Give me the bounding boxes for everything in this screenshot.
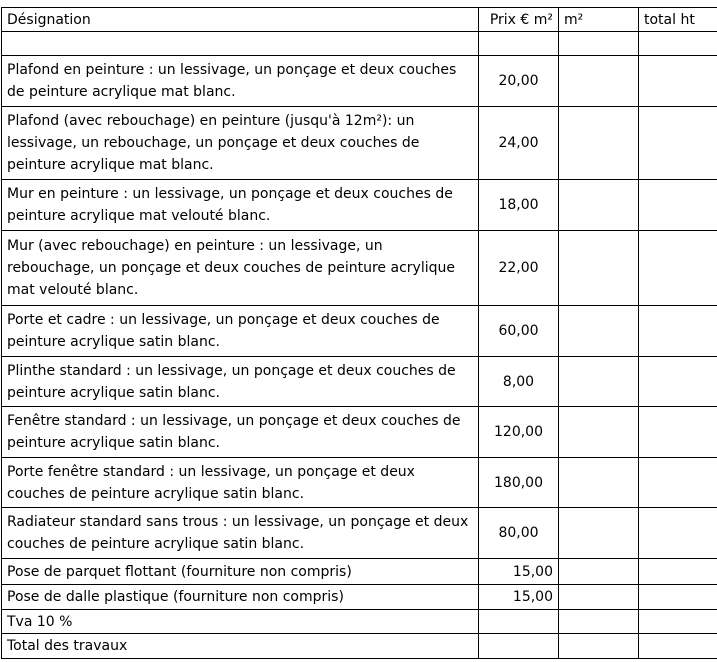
- row-designation: Radiateur standard sans trous : un lessivage, un ponçage et deux couches de peinture acrylique satin blanc.: [2, 508, 479, 559]
- grand-total-row: [2, 634, 717, 659]
- table-row: [2, 585, 717, 610]
- row-price: 15,00: [479, 585, 559, 610]
- table-row: [2, 306, 717, 357]
- row-total-cell: [639, 508, 717, 559]
- table-row: [2, 559, 717, 585]
- row-m2-cell: [559, 180, 639, 231]
- row-price: 80,00: [479, 508, 559, 559]
- row-m2-cell: [559, 458, 639, 508]
- row-price: 15,00: [479, 559, 559, 585]
- grand-total-value-cell: [639, 634, 717, 659]
- blank-cell: [559, 32, 639, 56]
- table-row: [2, 56, 717, 107]
- row-designation: Porte et cadre : un lessivage, un ponçage et deux couches de peinture acrylique satin blanc.: [2, 306, 479, 357]
- header-price: Prix € m²: [479, 8, 559, 32]
- table-row: [2, 107, 717, 180]
- tva-price-cell: [479, 610, 559, 634]
- header-designation: Désignation: [2, 8, 479, 32]
- quote-table: [1, 7, 717, 659]
- row-m2-cell: [559, 231, 639, 306]
- row-designation: Pose de dalle plastique (fourniture non compris): [2, 585, 479, 610]
- tva-row: [2, 610, 717, 634]
- row-m2-cell: [559, 357, 639, 407]
- row-designation: Plafond en peinture : un lessivage, un ponçage et deux couches de peinture acrylique mat blanc.: [2, 56, 479, 107]
- table-row: [2, 508, 717, 559]
- row-m2-cell: [559, 107, 639, 180]
- header-row: [2, 8, 717, 32]
- row-price: 8,00: [479, 357, 559, 407]
- table-row: [2, 180, 717, 231]
- table-row: [2, 458, 717, 508]
- row-price: 20,00: [479, 56, 559, 107]
- row-designation: Porte fenêtre standard : un lessivage, un ponçage et deux couches de peinture acrylique satin blanc.: [2, 458, 479, 508]
- row-price: 24,00: [479, 107, 559, 180]
- row-total-cell: [639, 585, 717, 610]
- grand-total-m2-cell: [559, 634, 639, 659]
- row-m2-cell: [559, 306, 639, 357]
- row-price: 18,00: [479, 180, 559, 231]
- header-total: total ht: [639, 8, 717, 32]
- grand-total-price-cell: [479, 634, 559, 659]
- table-row: [2, 407, 717, 458]
- row-designation: Plafond (avec rebouchage) en peinture (jusqu'à 12m²): un lessivage, un rebouchage, un ponçage et deux couches de peinture acrylique mat blanc.: [2, 107, 479, 180]
- row-m2-cell: [559, 559, 639, 585]
- tva-total-cell: [639, 610, 717, 634]
- tva-label: Tva 10 %: [2, 610, 479, 634]
- row-designation: Mur en peinture : un lessivage, un ponçage et deux couches de peinture acrylique mat velouté blanc.: [2, 180, 479, 231]
- row-designation: Plinthe standard : un lessivage, un ponçage et deux couches de peinture acrylique satin blanc.: [2, 357, 479, 407]
- row-designation: Fenêtre standard : un lessivage, un ponçage et deux couches de peinture acrylique satin blanc.: [2, 407, 479, 458]
- grand-total-label: Total des travaux: [2, 634, 479, 659]
- row-total-cell: [639, 407, 717, 458]
- row-total-cell: [639, 231, 717, 306]
- table-row: [2, 357, 717, 407]
- row-price: 180,00: [479, 458, 559, 508]
- row-total-cell: [639, 56, 717, 107]
- header-m2: m²: [559, 8, 639, 32]
- blank-cell: [479, 32, 559, 56]
- row-m2-cell: [559, 407, 639, 458]
- row-m2-cell: [559, 56, 639, 107]
- row-total-cell: [639, 180, 717, 231]
- row-total-cell: [639, 306, 717, 357]
- blank-cell: [2, 32, 479, 56]
- row-price: 22,00: [479, 231, 559, 306]
- row-total-cell: [639, 559, 717, 585]
- row-total-cell: [639, 107, 717, 180]
- row-price: 60,00: [479, 306, 559, 357]
- tva-m2-cell: [559, 610, 639, 634]
- row-m2-cell: [559, 508, 639, 559]
- row-total-cell: [639, 357, 717, 407]
- blank-cell: [639, 32, 717, 56]
- row-m2-cell: [559, 585, 639, 610]
- table-row: [2, 231, 717, 306]
- row-designation: Pose de parquet flottant (fourniture non compris): [2, 559, 479, 585]
- row-price: 120,00: [479, 407, 559, 458]
- row-total-cell: [639, 458, 717, 508]
- row-designation: Mur (avec rebouchage) en peinture : un lessivage, un rebouchage, un ponçage et deux couches de peinture acrylique mat velouté blanc.: [2, 231, 479, 306]
- blank-row: [2, 32, 717, 56]
